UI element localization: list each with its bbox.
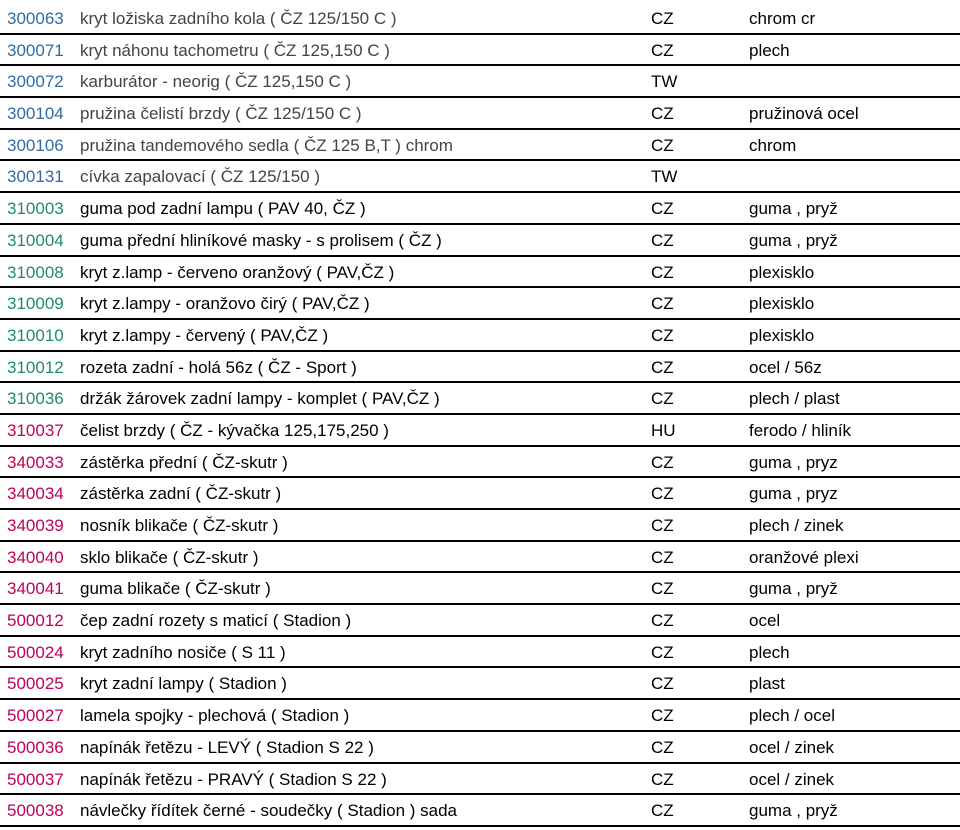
- table-row: [0, 193, 960, 225]
- part-material: guma , pryz: [749, 452, 838, 472]
- part-code: 500037: [7, 769, 64, 789]
- part-code: 340041: [7, 579, 64, 599]
- part-material: ferodo / hliník: [749, 420, 852, 440]
- part-description: guma blikače ( ČZ-skutr ): [80, 579, 271, 599]
- country-of-origin: TW: [651, 167, 678, 187]
- part-description: kryt zadní lampy ( Stadion ): [80, 674, 287, 694]
- part-code: 300071: [7, 40, 64, 60]
- part-material: chrom: [749, 135, 797, 155]
- table-row: [0, 225, 960, 257]
- table-row: [0, 415, 960, 447]
- part-description: pružina čelistí brzdy ( ČZ 125/150 C ): [80, 104, 362, 124]
- country-of-origin: CZ: [651, 325, 674, 345]
- country-of-origin: CZ: [651, 516, 674, 535]
- table-row: [0, 130, 960, 162]
- part-description: kryt náhonu tachometru ( ČZ 125,150 C ): [80, 40, 390, 60]
- parts-table: [0, 3, 960, 827]
- part-material: plast: [749, 674, 785, 694]
- part-description: kryt z.lampy - oranžovo čirý ( PAV,ČZ ): [80, 294, 370, 314]
- part-code: 300104: [7, 104, 64, 124]
- part-description: kryt zadního nosiče ( S 11 ): [80, 642, 286, 662]
- part-material: ocel: [749, 611, 781, 631]
- table-row: [0, 732, 960, 764]
- country-of-origin: CZ: [651, 135, 674, 155]
- part-code: 310009: [7, 294, 64, 314]
- part-code: 500036: [7, 737, 64, 757]
- country-of-origin: CZ: [651, 452, 674, 472]
- table-row: [0, 764, 960, 796]
- table-row: [0, 447, 960, 479]
- table-row: [0, 98, 960, 130]
- part-description: rozeta zadní - holá 56z ( ČZ - Sport ): [80, 357, 357, 377]
- table-row: [0, 795, 960, 827]
- part-description: čep zadní rozety s maticí ( Stadion ): [80, 611, 352, 631]
- part-code: 310036: [7, 389, 64, 409]
- part-material: oranžové plexi: [749, 547, 859, 567]
- country-of-origin: CZ: [651, 642, 674, 662]
- part-description: napínák řetězu - LEVÝ ( Stadion S 22 ): [80, 737, 374, 757]
- part-material: plexisklo: [749, 325, 815, 345]
- table-row: [0, 542, 960, 574]
- part-description: držák žárovek zadní lampy - komplet ( PAV,ČZ ): [80, 389, 440, 409]
- table-row: [0, 605, 960, 637]
- part-code: 300131: [7, 167, 64, 187]
- table-row: [0, 320, 960, 352]
- table-row: [0, 257, 960, 289]
- part-code: 300063: [7, 9, 64, 28]
- part-code: 340034: [7, 484, 64, 504]
- part-description: čelist brzdy ( ČZ - kývačka 125,175,250 ): [80, 420, 389, 440]
- part-code: 340040: [7, 547, 64, 567]
- country-of-origin: CZ: [651, 801, 674, 821]
- country-of-origin: CZ: [651, 389, 674, 409]
- part-description: zástěrka přední ( ČZ-skutr ): [80, 452, 288, 472]
- part-description: kryt ložiska zadního kola ( ČZ 125/150 C ): [80, 9, 397, 28]
- country-of-origin: CZ: [651, 706, 674, 726]
- country-of-origin: CZ: [651, 357, 674, 377]
- table-row: [0, 573, 960, 605]
- part-code: 340039: [7, 516, 64, 535]
- part-description: kryt z.lampy - červený ( PAV,ČZ ): [80, 325, 329, 345]
- country-of-origin: HU: [651, 420, 676, 440]
- part-material: guma , pryz: [749, 484, 838, 504]
- part-description: návlečky řídítek černé - soudečky ( Stadion ) sada: [80, 801, 458, 821]
- part-code: 310003: [7, 199, 64, 219]
- table-row: [0, 383, 960, 415]
- part-code: 500012: [7, 611, 64, 631]
- table-row: [0, 700, 960, 732]
- part-material: guma , pryž: [749, 230, 838, 250]
- part-material: ocel / 56z: [749, 357, 822, 377]
- country-of-origin: CZ: [651, 104, 674, 124]
- part-code: 310037: [7, 420, 64, 440]
- table-row: [0, 161, 960, 193]
- country-of-origin: CZ: [651, 294, 674, 314]
- part-material: chrom cr: [749, 9, 816, 28]
- country-of-origin: CZ: [651, 737, 674, 757]
- part-code: 310010: [7, 325, 64, 345]
- part-code: 310004: [7, 230, 64, 250]
- part-description: napínák řetězu - PRAVÝ ( Stadion S 22 ): [80, 769, 387, 789]
- table-row: [0, 3, 960, 35]
- country-of-origin: CZ: [651, 262, 674, 282]
- part-code: 300106: [7, 135, 64, 155]
- country-of-origin: CZ: [651, 230, 674, 250]
- part-description: guma pod zadní lampu ( PAV 40, ČZ ): [80, 199, 366, 219]
- country-of-origin: CZ: [651, 674, 674, 694]
- part-material: plexisklo: [749, 294, 815, 314]
- country-of-origin: CZ: [651, 199, 674, 219]
- table-row: [0, 66, 960, 98]
- part-material: plexisklo: [749, 262, 815, 282]
- part-material: plech: [749, 40, 790, 60]
- country-of-origin: TW: [651, 72, 678, 92]
- part-code: 310012: [7, 357, 64, 377]
- part-material: guma , pryž: [749, 801, 838, 821]
- part-code: 500024: [7, 642, 64, 662]
- part-material: plech / plast: [749, 389, 840, 409]
- part-description: zástěrka zadní ( ČZ-skutr ): [80, 484, 282, 504]
- part-material: ocel / zinek: [749, 769, 835, 789]
- part-code: 340033: [7, 452, 64, 472]
- table-row: [0, 637, 960, 669]
- part-description: cívka zapalovací ( ČZ 125/150 ): [80, 167, 321, 187]
- part-material: guma , pryž: [749, 579, 838, 599]
- part-description: nosník blikače ( ČZ-skutr ): [80, 516, 279, 535]
- part-material: guma , pryž: [749, 199, 838, 219]
- part-material: plech / ocel: [749, 706, 835, 726]
- country-of-origin: CZ: [651, 579, 674, 599]
- part-code: 500027: [7, 706, 64, 726]
- table-row: [0, 288, 960, 320]
- table-row: [0, 352, 960, 384]
- part-description: lamela spojky - plechová ( Stadion ): [80, 706, 350, 726]
- part-description: karburátor - neorig ( ČZ 125,150 C ): [80, 72, 352, 92]
- part-material: plech: [749, 642, 790, 662]
- country-of-origin: CZ: [651, 9, 674, 28]
- table-row: [0, 35, 960, 67]
- country-of-origin: CZ: [651, 769, 674, 789]
- part-material: ocel / zinek: [749, 737, 835, 757]
- table-row: [0, 668, 960, 700]
- part-description: sklo blikače ( ČZ-skutr ): [80, 547, 259, 567]
- part-description: kryt z.lamp - červeno oranžový ( PAV,ČZ ): [80, 262, 395, 282]
- part-material: plech / zinek: [749, 516, 844, 535]
- country-of-origin: CZ: [651, 40, 674, 60]
- country-of-origin: CZ: [651, 484, 674, 504]
- part-description: guma přední hliníkové masky - s prolisem ( ČZ ): [80, 230, 442, 250]
- table-row: [0, 510, 960, 542]
- part-code: 500038: [7, 801, 64, 821]
- table-row: [0, 478, 960, 510]
- part-code: 310008: [7, 262, 64, 282]
- country-of-origin: CZ: [651, 547, 674, 567]
- part-material: pružinová ocel: [749, 104, 859, 124]
- part-code: 500025: [7, 674, 64, 694]
- country-of-origin: CZ: [651, 611, 674, 631]
- part-description: pružina tandemového sedla ( ČZ 125 B,T ) chrom: [80, 135, 453, 155]
- part-code: 300072: [7, 72, 64, 92]
